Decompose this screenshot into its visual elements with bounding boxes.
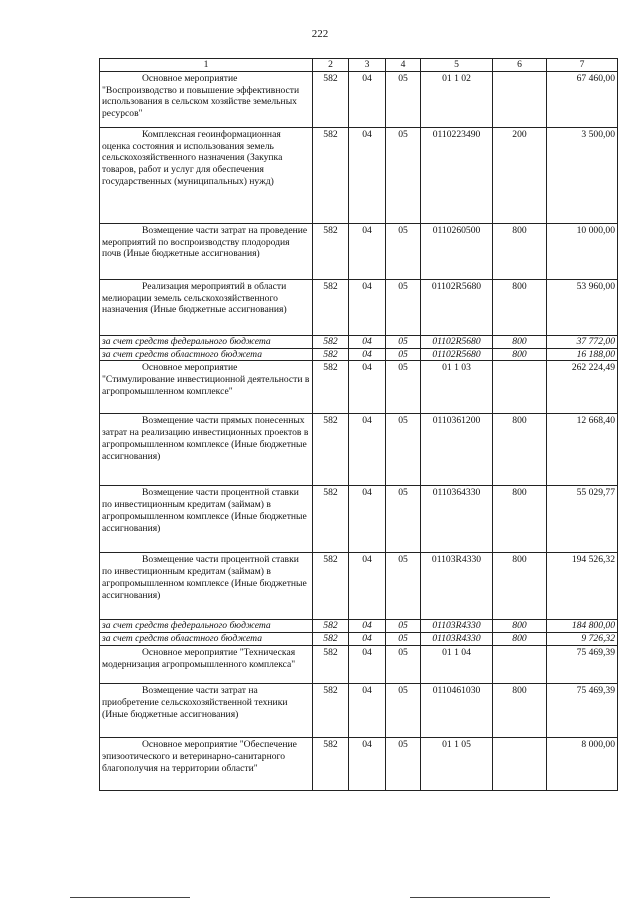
header-cell: 4	[386, 59, 421, 72]
table-row	[100, 414, 618, 486]
row-subsection-cell: 05	[386, 645, 421, 683]
row-section-cell: 04	[349, 620, 386, 633]
header-cell: 1	[100, 59, 313, 72]
row-subsection-cell: 05	[386, 223, 421, 279]
row-name-cell	[100, 645, 313, 683]
row-amount-cell: 75 469,39	[547, 683, 618, 737]
row-subsection-cell: 05	[386, 361, 421, 414]
row-expense-type-cell: 800	[493, 620, 547, 633]
table-subrow	[100, 633, 618, 646]
footer-scan-line	[410, 897, 550, 898]
row-name-text: Возмещение части процентной ставки по инвестиционным кредитам (займам) в агропромышленном комплексе (Иные бюджетные ассигнования)	[102, 487, 307, 534]
row-expense-type-cell: 800	[493, 414, 547, 486]
table-row	[100, 71, 618, 127]
row-amount-cell: 53 960,00	[547, 279, 618, 335]
row-name-cell	[100, 553, 313, 620]
row-amount-cell: 9 726,32	[547, 633, 618, 646]
row-name-text: Основное мероприятие "Стимулирование инвестиционной деятельности в агропромышленном комплексе"	[102, 362, 310, 397]
row-target-code-cell: 01 1 02	[421, 71, 493, 127]
table-row	[100, 683, 618, 737]
row-subsection-cell: 05	[386, 553, 421, 620]
row-target-code-cell: 01 1 05	[421, 737, 493, 790]
row-code-cell: 582	[313, 223, 349, 279]
row-amount-cell: 3 500,00	[547, 127, 618, 223]
header-cell: 2	[313, 59, 349, 72]
row-name-cell: за счет средств федерального бюджета	[100, 335, 313, 348]
row-amount-cell: 194 526,32	[547, 553, 618, 620]
row-target-code-cell: 0110461030	[421, 683, 493, 737]
row-target-code-cell: 01103R4330	[421, 633, 493, 646]
page-number: 222	[311, 28, 329, 40]
row-amount-cell: 10 000,00	[547, 223, 618, 279]
row-expense-type-cell	[493, 361, 547, 414]
table-row	[100, 486, 618, 553]
row-subsection-cell: 05	[386, 633, 421, 646]
row-section-cell: 04	[349, 633, 386, 646]
row-amount-cell: 16 188,00	[547, 348, 618, 361]
row-name-cell	[100, 127, 313, 223]
header-cell: 5	[421, 59, 493, 72]
row-amount-cell: 55 029,77	[547, 486, 618, 553]
row-subsection-cell: 05	[386, 348, 421, 361]
row-section-cell: 04	[349, 553, 386, 620]
table-row	[100, 553, 618, 620]
row-code-cell: 582	[313, 414, 349, 486]
table-subrow	[100, 620, 618, 633]
row-subsection-cell: 05	[386, 335, 421, 348]
row-amount-cell: 184 800,00	[547, 620, 618, 633]
row-target-code-cell: 01102R5680	[421, 335, 493, 348]
row-subsection-cell: 05	[386, 71, 421, 127]
row-name-text: Основное мероприятие "Обеспечение эпизоотического и ветеринарно-санитарного благополучия на территории области"	[102, 738, 297, 774]
row-name-text: Возмещение части затрат на проведение мероприятий по воспроизводству плодородия почв (Иные бюджетные ассигнования)	[102, 224, 308, 260]
row-subsection-cell: 05	[386, 737, 421, 790]
row-code-cell: 582	[313, 633, 349, 646]
row-expense-type-cell: 200	[493, 127, 547, 223]
row-amount-cell: 262 224,49	[547, 361, 618, 414]
row-amount-cell: 8 000,00	[547, 737, 618, 790]
row-name-cell	[100, 683, 313, 737]
table-row	[100, 127, 618, 223]
row-code-cell: 582	[313, 683, 349, 737]
row-target-code-cell: 01102R5680	[421, 279, 493, 335]
table-subrow	[100, 348, 618, 361]
row-name-cell: за счет средств областного бюджета	[100, 348, 313, 361]
row-name-text: Возмещение части прямых понесенных затрат на реализацию инвестиционных проектов в агропромышленном комплексе (Иные бюджетные ассигнования)	[102, 415, 309, 462]
row-code-cell: 582	[313, 645, 349, 683]
row-target-code-cell: 0110223490	[421, 127, 493, 223]
row-expense-type-cell: 800	[493, 553, 547, 620]
row-code-cell: 582	[313, 486, 349, 553]
row-code-cell: 582	[313, 553, 349, 620]
row-name-cell	[100, 223, 313, 279]
row-section-cell: 04	[349, 127, 386, 223]
row-name-text: Возмещение части процентной ставки по инвестиционным кредитам (займам) в агропромышленном комплексе (Иные бюджетные ассигнования)	[102, 554, 307, 601]
row-code-cell: 582	[313, 620, 349, 633]
row-amount-cell: 67 460,00	[547, 71, 618, 127]
row-expense-type-cell: 800	[493, 279, 547, 335]
row-name-text: Комплексная геоинформационная оценка состояния и использования земель сельскохозяйственного назначения (Закупка товаров, работ и услуг для обеспечения государственных (муниципальных) нужд)	[102, 128, 283, 187]
table-subrow	[100, 335, 618, 348]
budget-table	[99, 58, 618, 791]
row-section-cell: 04	[349, 361, 386, 414]
row-target-code-cell: 01103R4330	[421, 553, 493, 620]
row-code-cell: 582	[313, 127, 349, 223]
row-amount-cell: 75 469,39	[547, 645, 618, 683]
row-section-cell: 04	[349, 486, 386, 553]
row-code-cell: 582	[313, 335, 349, 348]
row-section-cell: 04	[349, 335, 386, 348]
row-name-cell	[100, 414, 313, 486]
row-section-cell: 04	[349, 645, 386, 683]
table-row	[100, 645, 618, 683]
row-name-cell	[100, 71, 313, 127]
table-row	[100, 361, 618, 414]
row-expense-type-cell: 800	[493, 633, 547, 646]
header-row	[100, 59, 618, 72]
row-code-cell: 582	[313, 71, 349, 127]
row-expense-type-cell: 800	[493, 486, 547, 553]
row-target-code-cell: 01102R5680	[421, 348, 493, 361]
row-expense-type-cell: 800	[493, 223, 547, 279]
row-name-cell	[100, 361, 313, 414]
row-target-code-cell: 0110361200	[421, 414, 493, 486]
row-expense-type-cell	[493, 71, 547, 127]
row-section-cell: 04	[349, 71, 386, 127]
row-name-text: Основное мероприятие "Техническая модернизация агропромышленного комплекса"	[102, 646, 296, 670]
row-subsection-cell: 05	[386, 127, 421, 223]
row-expense-type-cell: 800	[493, 348, 547, 361]
row-code-cell: 582	[313, 361, 349, 414]
footer-scan-line	[70, 897, 190, 898]
row-amount-cell: 12 668,40	[547, 414, 618, 486]
row-name-text: Реализация мероприятий в области мелиорации земель сельскохозяйственного назначения (Иные бюджетные ассигнования)	[102, 280, 287, 316]
row-name-cell	[100, 486, 313, 553]
row-target-code-cell: 0110364330	[421, 486, 493, 553]
header-cell: 7	[547, 59, 618, 72]
row-amount-cell: 37 772,00	[547, 335, 618, 348]
row-code-cell: 582	[313, 737, 349, 790]
row-subsection-cell: 05	[386, 279, 421, 335]
row-expense-type-cell	[493, 645, 547, 683]
row-subsection-cell: 05	[386, 683, 421, 737]
row-name-cell: за счет средств областного бюджета	[100, 633, 313, 646]
row-code-cell: 582	[313, 348, 349, 361]
row-name-text: Возмещение части затрат на приобретение сельскохозяйственной техники (Иные бюджетные ассигнования)	[102, 684, 288, 720]
row-target-code-cell: 01103R4330	[421, 620, 493, 633]
row-section-cell: 04	[349, 737, 386, 790]
row-section-cell: 04	[349, 348, 386, 361]
row-target-code-cell: 0110260500	[421, 223, 493, 279]
header-cell: 3	[349, 59, 386, 72]
row-section-cell: 04	[349, 683, 386, 737]
row-section-cell: 04	[349, 279, 386, 335]
row-expense-type-cell: 800	[493, 335, 547, 348]
row-expense-type-cell: 800	[493, 683, 547, 737]
table-row	[100, 223, 618, 279]
row-section-cell: 04	[349, 414, 386, 486]
row-name-cell	[100, 279, 313, 335]
row-subsection-cell: 05	[386, 486, 421, 553]
row-target-code-cell: 01 1 03	[421, 361, 493, 414]
header-cell: 6	[493, 59, 547, 72]
row-target-code-cell: 01 1 04	[421, 645, 493, 683]
table-row	[100, 737, 618, 790]
row-subsection-cell: 05	[386, 620, 421, 633]
row-section-cell: 04	[349, 223, 386, 279]
table-row	[100, 279, 618, 335]
row-subsection-cell: 05	[386, 414, 421, 486]
row-name-text: Основное мероприятие "Воспроизводство и повышение эффективности использования в сельском хозяйстве земельных ресурсов"	[102, 72, 300, 120]
row-expense-type-cell	[493, 737, 547, 790]
row-name-cell	[100, 737, 313, 790]
row-code-cell: 582	[313, 279, 349, 335]
row-name-cell: за счет средств федерального бюджета	[100, 620, 313, 633]
